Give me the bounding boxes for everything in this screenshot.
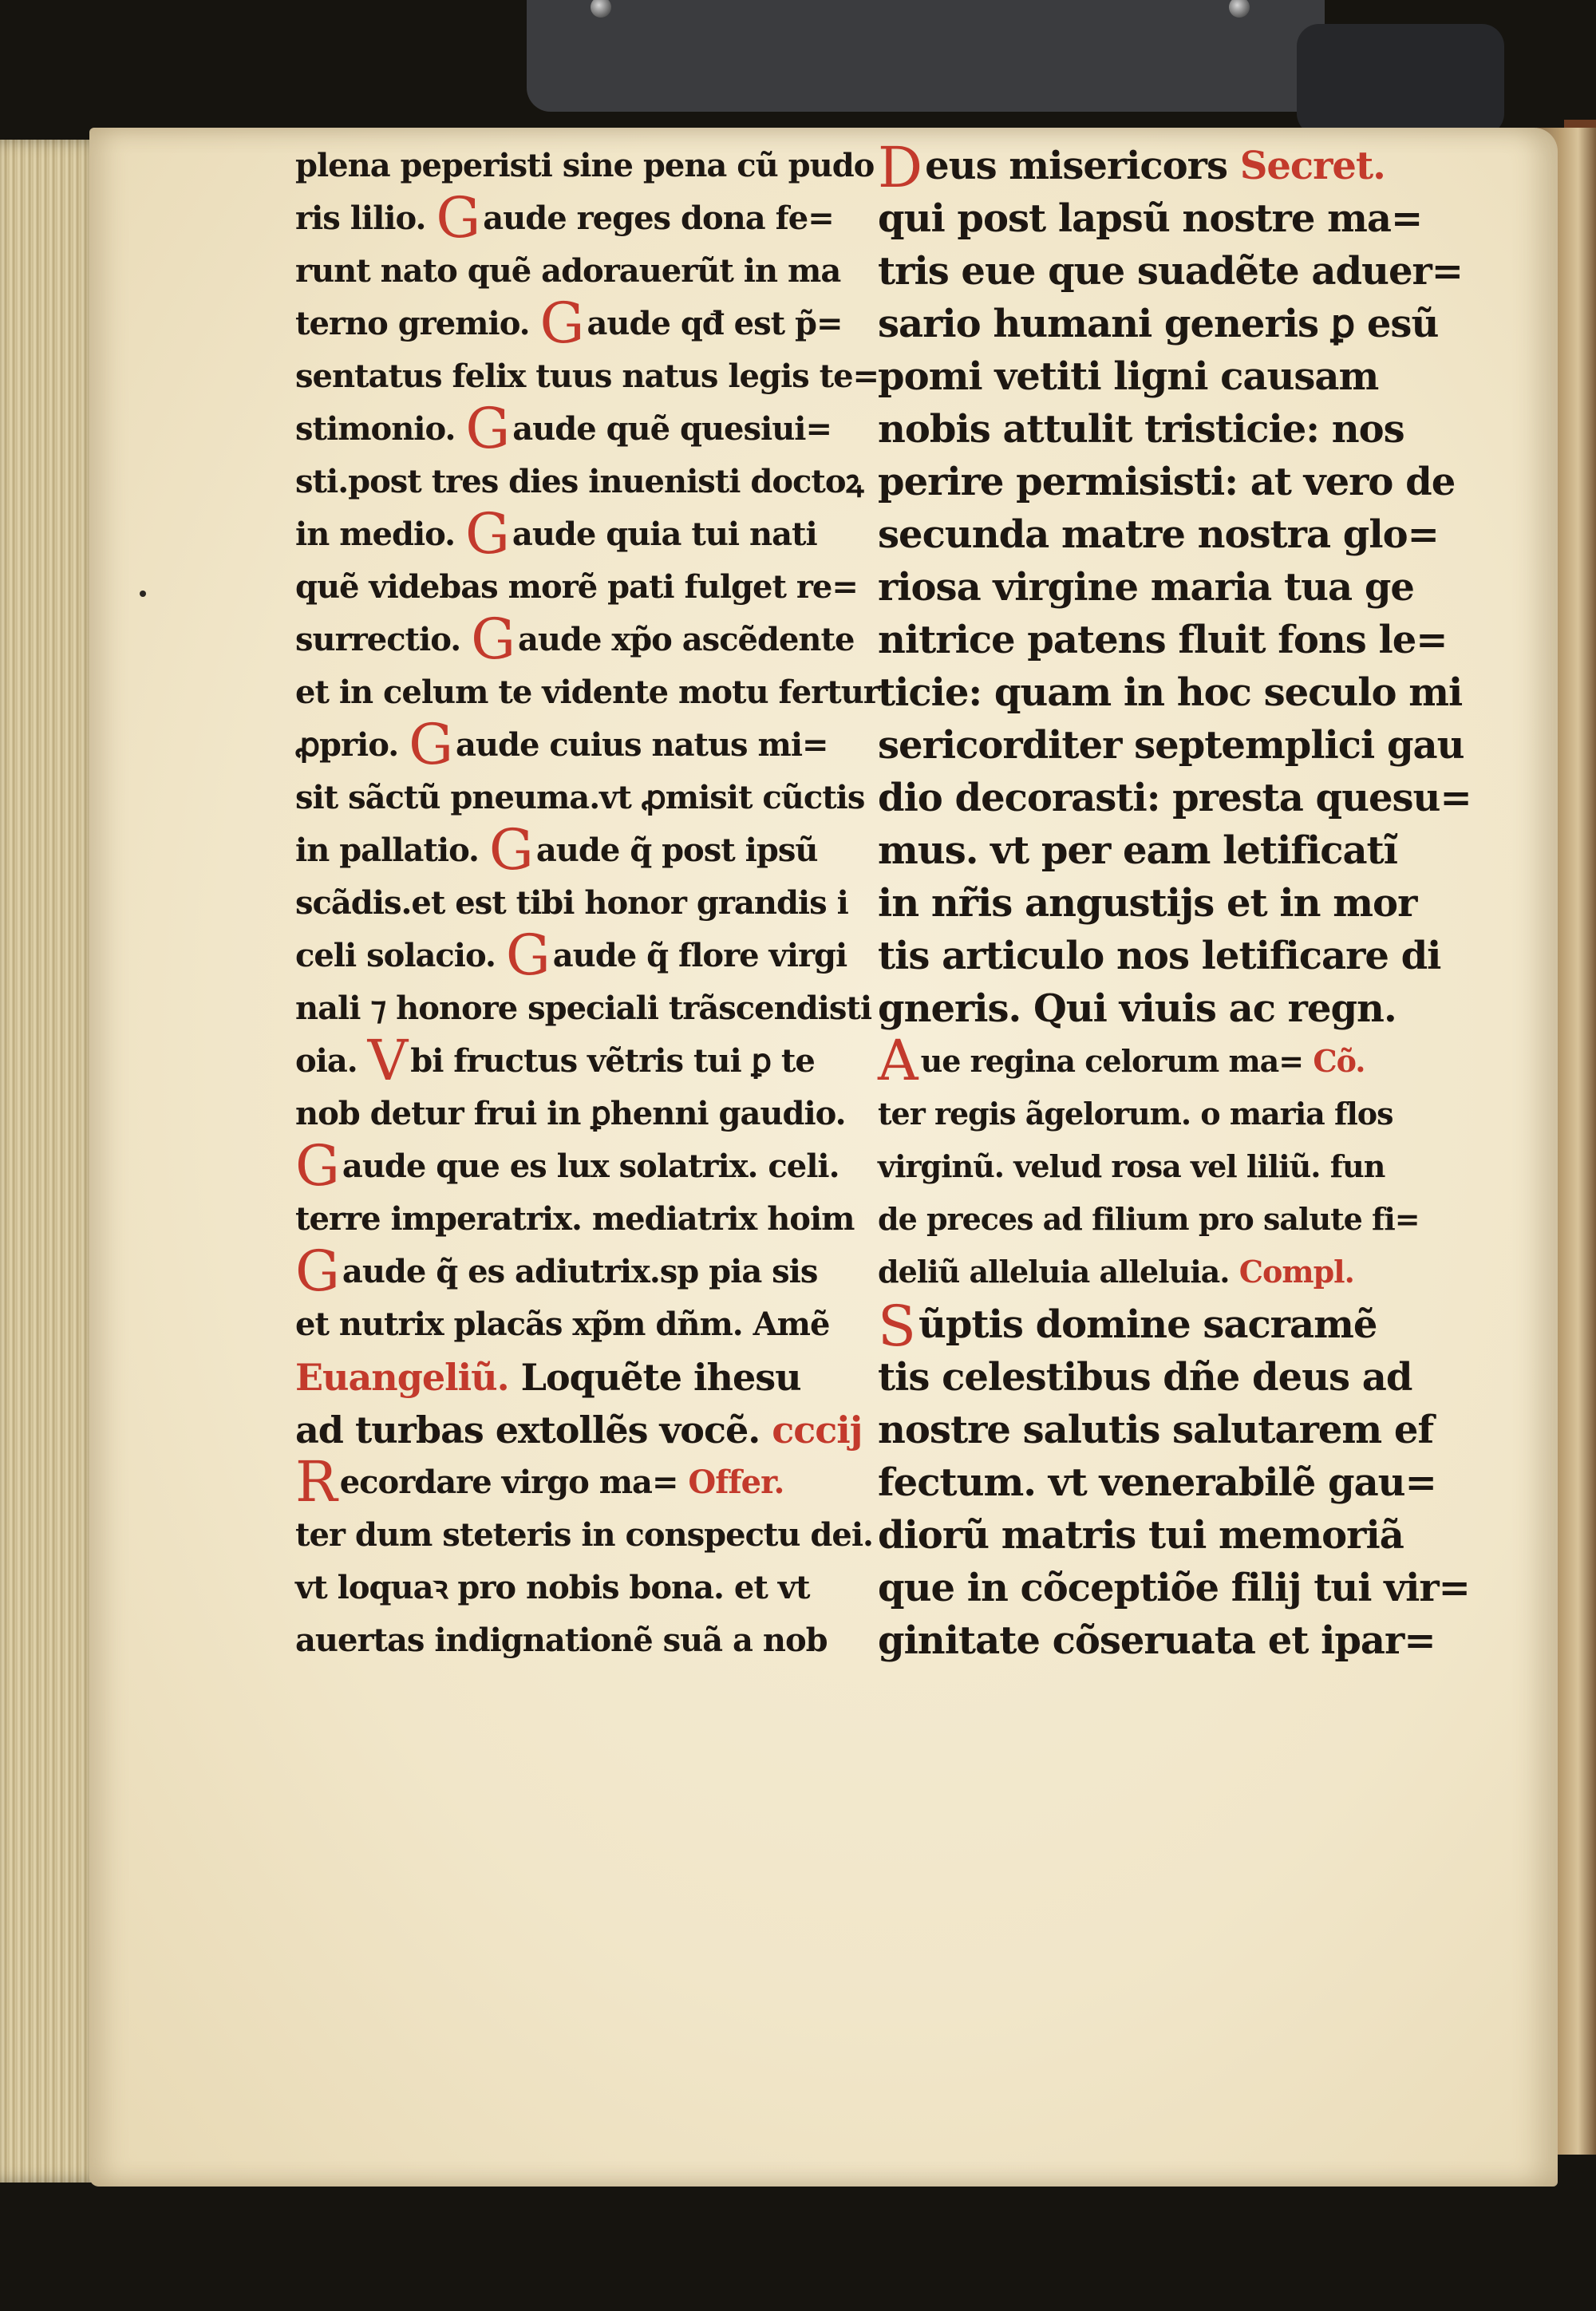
- rubricated-initial: G: [539, 290, 584, 356]
- line-text: ꝓprio.: [295, 726, 399, 764]
- line-text: qui post lapsũ nostre ma=: [878, 196, 1423, 241]
- line-text: in nr̃is angustijs et in mor: [878, 881, 1417, 926]
- line-text: plena peperisti sine pena cũ pudo: [295, 147, 875, 184]
- text-line: [295, 456, 886, 508]
- line-text: diorũ matris tui memoriã: [878, 1513, 1404, 1558]
- text-line: [295, 772, 886, 824]
- text-line: [295, 877, 886, 930]
- text-line: [295, 1133, 886, 1199]
- line-text: vt loquaꝛ pro nobis bona. et vt: [295, 1569, 810, 1606]
- line-text: scãdis.et est tibi honor grandis i: [295, 884, 848, 922]
- text-line: [878, 1193, 1452, 1246]
- text-line: [878, 508, 1452, 561]
- line-text: ter dum steteris in conspectu dei.: [295, 1516, 873, 1554]
- text-line: [878, 614, 1452, 666]
- line-text: ticie: quam in hoc seculo mi: [878, 670, 1463, 715]
- text-line: [878, 245, 1463, 298]
- line-text-continued: Loquẽte ihesu: [520, 1356, 801, 1399]
- rubricated-initial: G: [471, 606, 515, 672]
- line-text: quẽ videbas morẽ pati fulget re=: [295, 568, 858, 606]
- line-text: tris eue que suadẽte aduer=: [878, 249, 1463, 294]
- line-text: ginitate cõseruata et ipar=: [878, 1618, 1436, 1663]
- line-text: perire permisisti: at vero de: [878, 460, 1456, 504]
- line-text-continued: aude que es lux solatrix. celi.: [342, 1148, 839, 1185]
- text-line: [878, 561, 1452, 614]
- text-line: [878, 1351, 1452, 1404]
- text-line: [295, 1562, 886, 1614]
- line-text: dio decorasti: presta quesu=: [878, 776, 1472, 820]
- line-text: terre imperatrix. mediatrix hoim: [295, 1200, 855, 1238]
- rubricated-initial: R: [295, 1449, 337, 1515]
- line-text-continued: aude quẽ quesiui=: [512, 410, 832, 448]
- text-line: [878, 1088, 1452, 1140]
- text-line: [878, 350, 1452, 403]
- line-text: runt nato quẽ adorauerũt in ma: [295, 252, 841, 290]
- text-line: [295, 290, 886, 356]
- rubricated-initial: V: [367, 1028, 408, 1093]
- rubricated-initial: G: [465, 396, 510, 461]
- line-text: tis celestibus dñe deus ad: [878, 1355, 1412, 1400]
- text-line: [878, 1404, 1452, 1456]
- text-line: [878, 1509, 1452, 1562]
- rubric-marginal-label: Secret.: [1239, 144, 1385, 188]
- line-text: surrectio.: [295, 621, 461, 658]
- line-text: oia.: [295, 1042, 358, 1080]
- line-text: nobis attulit tristicie: nos: [878, 407, 1404, 452]
- line-text: tis articulo nos letificare di: [878, 934, 1441, 978]
- line-text: ad turbas extollẽs vocẽ.: [295, 1408, 760, 1452]
- line-text-continued: aude xp̃o ascẽdente: [518, 621, 855, 658]
- rubric-heading: Euangeliũ.: [295, 1356, 509, 1399]
- text-line: [295, 185, 886, 251]
- text-line: [295, 1404, 886, 1456]
- line-text-continued: aude quia tui nati: [512, 516, 817, 553]
- text-line: [295, 606, 886, 672]
- line-text-continued: aude qđ est p̃=: [587, 305, 843, 342]
- text-line: [295, 1509, 886, 1562]
- text-line: [295, 350, 886, 403]
- text-line: [295, 396, 886, 461]
- rubric-marginal-label: cccij: [772, 1408, 863, 1452]
- line-text: nob detur frui in ꝑhenni gaudio.: [295, 1095, 846, 1132]
- text-line: [295, 561, 886, 614]
- book-clamp-plate: [527, 0, 1325, 112]
- text-line: [295, 140, 886, 192]
- line-text: sti.post tres dies inuenisti doctoꝝ: [295, 463, 863, 500]
- line-text: sericorditer septemplici gau: [878, 723, 1464, 768]
- line-text: nali ⁊ honore speciali trãscendisti: [295, 990, 872, 1027]
- line-text: et in celum te vidente motu fertur: [295, 674, 879, 711]
- line-text: deliũ alleluia alleluia.: [878, 1254, 1230, 1290]
- text-line: [878, 982, 1452, 1035]
- rubricated-initial: G: [464, 501, 509, 567]
- text-line: [878, 1246, 1452, 1298]
- line-text-continued: ũptis domine sacramẽ: [918, 1302, 1377, 1347]
- text-line: [295, 1088, 886, 1140]
- text-line: [295, 922, 886, 988]
- book-edge-left: [0, 140, 104, 2183]
- rubricated-initial: G: [505, 922, 550, 988]
- line-text: virginũ. velud rosa vel liliũ. fun: [878, 1148, 1385, 1184]
- text-line: [878, 1028, 1452, 1093]
- text-line: [878, 403, 1452, 456]
- screw-icon: [591, 0, 611, 18]
- line-text-continued: ue regina celorum ma=: [920, 1043, 1304, 1079]
- line-text: ter regis ãgelorum. o maria flos: [878, 1096, 1393, 1132]
- text-line: [878, 298, 1452, 350]
- line-text-continued: ecordare virgo ma=: [339, 1464, 678, 1501]
- text-line: [878, 456, 1456, 508]
- text-line: [878, 135, 1452, 200]
- text-line: [878, 772, 1472, 824]
- rubricated-initial: S: [878, 1294, 915, 1359]
- line-text: pomi vetiti ligni causam: [878, 354, 1379, 399]
- text-line: [878, 192, 1452, 245]
- text-line: [295, 1238, 886, 1304]
- line-text: sentatus felix tuus natus legis te=: [295, 358, 879, 395]
- text-line: [295, 1298, 886, 1351]
- line-text: ris lilio.: [295, 199, 426, 237]
- text-line: [878, 1456, 1452, 1509]
- rubric-marginal-label: Compl.: [1238, 1254, 1354, 1290]
- screw-icon: [1229, 0, 1250, 18]
- line-text: et nutrix placãs xp̃m dñm. Amẽ: [295, 1306, 830, 1343]
- line-text: nostre salutis salutarem ef: [878, 1408, 1434, 1452]
- line-text: stimonio.: [295, 410, 456, 448]
- text-line: [295, 1028, 886, 1093]
- rubric-marginal-label: Offer.: [688, 1464, 784, 1501]
- text-line: [878, 824, 1452, 877]
- text-line: [878, 1614, 1452, 1667]
- line-text: in medio.: [295, 516, 456, 553]
- text-line: [878, 1140, 1452, 1193]
- text-line: [295, 1351, 886, 1404]
- ink-speck: [140, 591, 146, 597]
- line-text-continued: aude q̃ flore virgi: [552, 937, 847, 974]
- text-column-left: [295, 140, 886, 1667]
- line-text: riosa virgine maria tua ge: [878, 565, 1414, 610]
- text-line: [295, 1193, 886, 1246]
- line-text: sario humani generis ꝑ esũ: [878, 302, 1439, 346]
- line-text-continued: bi fructus vẽtris tui ꝑ te: [410, 1042, 815, 1080]
- line-text-continued: aude cuius natus mi=: [455, 726, 828, 764]
- rubric-marginal-label: Cõ.: [1313, 1043, 1365, 1079]
- line-text: celi solacio.: [295, 937, 496, 974]
- rubricated-initial: G: [295, 1238, 339, 1304]
- line-text-continued: aude q̃ post ipsũ: [535, 832, 818, 869]
- text-column-right: [878, 135, 1472, 1667]
- text-line: [878, 666, 1463, 719]
- line-text-continued: eus misericors: [925, 144, 1227, 188]
- line-text-continued: aude reges dona fe=: [483, 199, 834, 237]
- line-text-continued: aude q̃ es adiutrix.sp pia sis: [342, 1253, 818, 1290]
- text-line: [878, 1294, 1452, 1359]
- line-text: mus. vt per eam letificatĩ: [878, 828, 1397, 873]
- line-text: in pallatio.: [295, 832, 479, 869]
- text-line: [878, 930, 1452, 982]
- rubricated-initial: G: [436, 185, 480, 251]
- book-clamp-plate-right: [1297, 24, 1504, 136]
- text-line: [878, 719, 1464, 772]
- rubricated-initial: A: [878, 1028, 918, 1093]
- line-text: sit sãctũ pneuma.vt ꝓmisit cũctis: [295, 779, 865, 816]
- line-text: terno gremio.: [295, 305, 530, 342]
- text-line: [878, 1562, 1470, 1614]
- text-line: [295, 817, 886, 883]
- text-line: [295, 1449, 886, 1515]
- line-text: fectum. vt venerabilẽ gau=: [878, 1460, 1436, 1505]
- text-line: [295, 245, 886, 298]
- line-text: secunda matre nostra glo=: [878, 512, 1439, 557]
- text-line: [295, 666, 886, 719]
- text-line: [878, 877, 1452, 930]
- text-line: [295, 712, 886, 777]
- line-text: nitrice patens fluit fons le=: [878, 618, 1448, 662]
- line-text: que in cõceptiõe filij tui vir=: [878, 1566, 1470, 1610]
- rubricated-initial: D: [878, 135, 922, 200]
- text-line: [295, 501, 886, 567]
- rubricated-initial: G: [295, 1133, 339, 1199]
- line-text: auertas indignationẽ suã a nob: [295, 1622, 828, 1659]
- text-line: [295, 1614, 886, 1667]
- line-text: de preces ad filium pro salute fi=: [878, 1201, 1420, 1237]
- rubricated-initial: G: [409, 712, 452, 777]
- line-text: gneris. Qui viuis ac regn.: [878, 986, 1396, 1031]
- rubricated-initial: G: [488, 817, 533, 883]
